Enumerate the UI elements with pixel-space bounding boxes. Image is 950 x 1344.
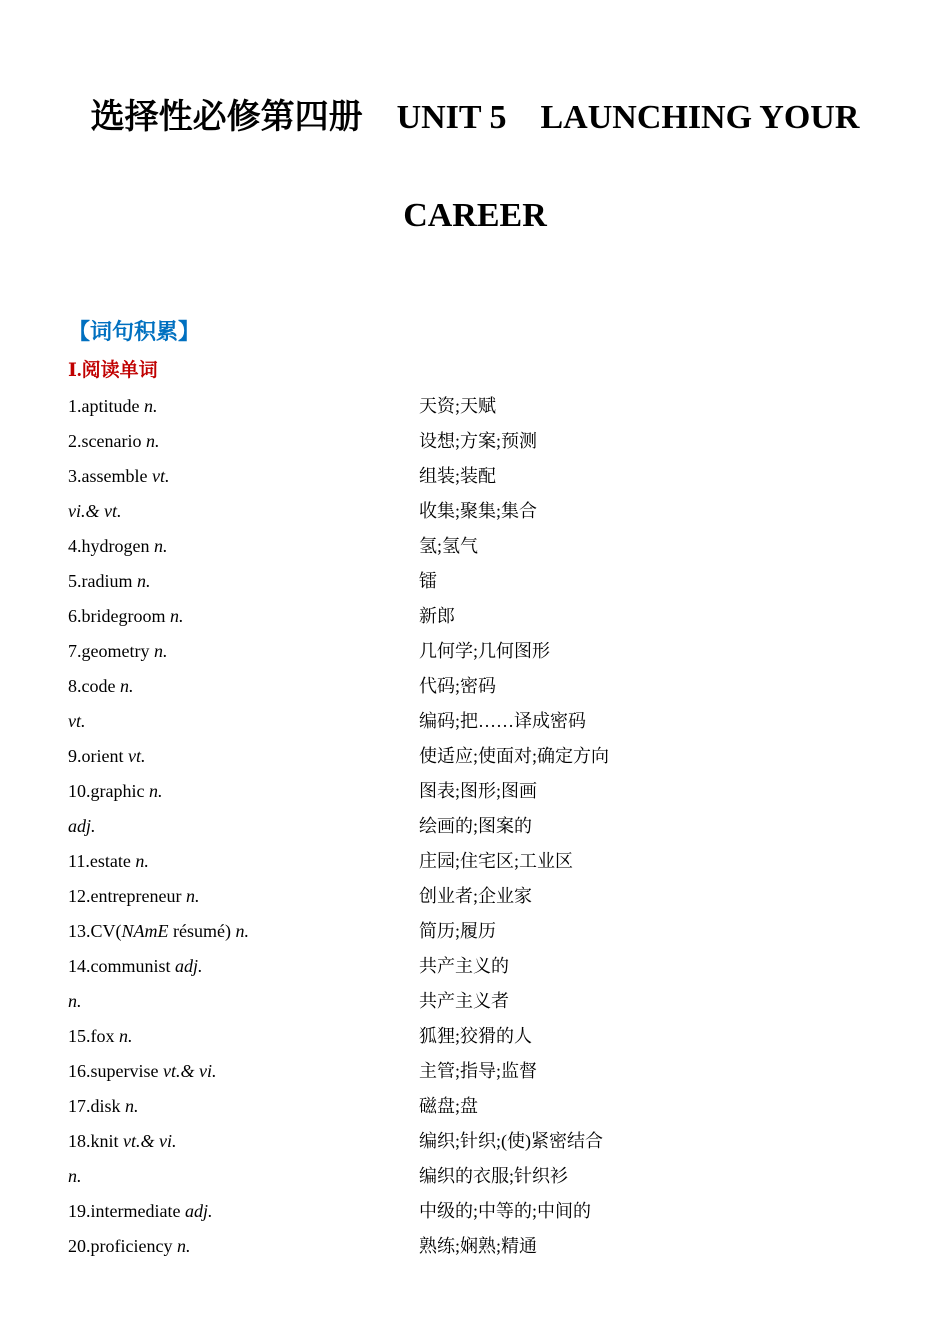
- vocab-part-of-speech: adj.: [175, 956, 203, 976]
- vocab-number: 16.: [68, 1061, 91, 1081]
- vocab-word: bridegroom: [81, 606, 170, 626]
- vocab-number: 7.: [68, 641, 82, 661]
- vocab-number: 5.: [68, 571, 82, 591]
- vocab-meaning: 几何学;几何图形: [419, 641, 551, 661]
- vocab-meaning: 庄园;住宅区;工业区: [419, 851, 574, 871]
- vocab-word: geometry: [81, 641, 154, 661]
- vocab-row: [68, 459, 888, 494]
- vocab-row: [68, 844, 888, 879]
- vocab-word: proficiency: [90, 1236, 177, 1256]
- vocab-meaning: 简历;履历: [419, 921, 497, 941]
- vocab-word: supervise: [90, 1061, 163, 1081]
- vocab-term: [68, 1229, 190, 1264]
- vocab-row: [68, 949, 888, 984]
- vocab-meaning: 磁盘;盘: [419, 1096, 479, 1116]
- vocab-variant-label: NAmE: [121, 921, 169, 941]
- vocab-part-of-speech: n.: [148, 781, 163, 801]
- vocab-row: [68, 739, 888, 774]
- vocab-meaning: 镭: [419, 571, 437, 591]
- vocab-part-of-speech: n.: [176, 1236, 191, 1256]
- vocab-row: [68, 879, 888, 914]
- vocab-part-of-speech: n.: [125, 1096, 139, 1116]
- vocab-part-of-speech: vi.& vt.: [68, 501, 122, 521]
- vocab-meaning: 图表;图形;图画: [419, 781, 538, 801]
- vocab-word: graphic: [90, 781, 149, 801]
- vocab-row: [68, 494, 888, 529]
- vocab-row: [68, 984, 888, 1019]
- vocab-number: 20.: [68, 1236, 91, 1256]
- page-title-line-2: CAREER: [403, 197, 547, 234]
- vocab-row: [68, 704, 888, 739]
- vocab-row: [68, 1159, 888, 1194]
- vocab-term: [68, 529, 167, 564]
- vocab-word: hydrogen: [81, 536, 154, 556]
- vocab-term: [68, 459, 169, 494]
- vocab-term: [68, 879, 199, 914]
- vocab-part-of-speech: adj.: [68, 816, 96, 836]
- vocab-word: code: [81, 676, 120, 696]
- vocab-term: [68, 1089, 139, 1124]
- vocab-term: [68, 739, 146, 774]
- vocab-row: [68, 1194, 888, 1229]
- vocab-term: [68, 634, 167, 669]
- vocab-word: assemble: [81, 466, 152, 486]
- vocab-term: [68, 774, 162, 809]
- vocab-term: [68, 494, 121, 529]
- vocab-term: [68, 599, 183, 634]
- vocab-row: [68, 809, 888, 844]
- vocab-meaning: 熟练;娴熟;精通: [419, 1236, 538, 1256]
- vocab-word: knit: [90, 1131, 124, 1151]
- vocab-meaning: 天资;天赋: [419, 396, 497, 416]
- vocab-row: [68, 529, 888, 564]
- vocab-term: [68, 424, 159, 459]
- vocab-meaning: 共产主义者: [419, 991, 509, 1011]
- vocab-term: [68, 564, 151, 599]
- vocab-meaning: 组装;装配: [419, 466, 497, 486]
- vocab-part-of-speech: n.: [135, 851, 149, 871]
- vocab-part-of-speech: n.: [145, 431, 160, 451]
- vocab-meaning: 代码;密码: [419, 676, 497, 696]
- vocab-term: [68, 389, 157, 424]
- vocab-term: [68, 1054, 216, 1089]
- vocab-number: 4.: [68, 536, 82, 556]
- vocab-variant-word: résumé): [168, 921, 236, 941]
- vocab-part-of-speech: vt.& vi.: [123, 1131, 177, 1151]
- vocab-number: 3.: [68, 466, 82, 486]
- vocab-term: [68, 1159, 82, 1194]
- vocab-row: [68, 564, 888, 599]
- vocab-part-of-speech: n.: [137, 571, 151, 591]
- vocab-word: disk: [90, 1096, 126, 1116]
- vocab-term: [68, 809, 96, 844]
- vocab-meaning: 设想;方案;预测: [419, 431, 538, 451]
- vocab-term: [68, 844, 149, 879]
- vocab-meaning: 中级的;中等的;中间的: [419, 1201, 592, 1221]
- vocab-part-of-speech: n.: [153, 641, 168, 661]
- vocab-part-of-speech: n.: [119, 676, 134, 696]
- vocab-number: 12.: [68, 886, 91, 906]
- vocab-term: [68, 704, 86, 739]
- vocab-row: [68, 634, 888, 669]
- vocab-term: [68, 914, 249, 949]
- vocab-part-of-speech: n.: [153, 536, 168, 556]
- vocab-meaning: 主管;指导;监督: [419, 1061, 538, 1081]
- vocab-meaning: 使适应;使面对;确定方向: [419, 746, 610, 766]
- subsection-heading-reading-words: Ⅰ.阅读单词: [68, 360, 158, 381]
- vocab-number: 9.: [68, 746, 82, 766]
- vocab-row: [68, 389, 888, 424]
- vocab-number: 14.: [68, 956, 91, 976]
- vocab-word: scenario: [81, 431, 146, 451]
- vocab-meaning: 狐狸;狡猾的人: [419, 1026, 533, 1046]
- vocab-part-of-speech: vt.& vi.: [162, 1061, 217, 1081]
- vocab-part-of-speech: n.: [68, 991, 82, 1011]
- vocab-part-of-speech: vt.: [151, 466, 170, 486]
- vocab-part-of-speech: n.: [68, 1166, 82, 1186]
- vocab-meaning: 氢;氢气: [419, 536, 479, 556]
- vocab-part-of-speech: n.: [119, 1026, 133, 1046]
- vocab-term: [68, 984, 82, 1019]
- vocab-word: fox: [90, 1026, 119, 1046]
- vocab-word: radium: [81, 571, 137, 591]
- vocab-word: communist: [90, 956, 175, 976]
- vocab-part-of-speech: n.: [235, 921, 249, 941]
- vocab-part-of-speech: n.: [169, 606, 184, 626]
- vocab-row: [68, 1229, 888, 1264]
- vocab-word: intermediate: [90, 1201, 185, 1221]
- vocab-term: [68, 1124, 177, 1159]
- vocab-word: estate: [89, 851, 136, 871]
- vocab-meaning: 编织;针织;(使)紧密结合: [419, 1131, 603, 1151]
- vocab-part-of-speech: n.: [143, 396, 158, 416]
- vocab-number: 10.: [68, 781, 91, 801]
- vocab-row: [68, 669, 888, 704]
- vocab-word: CV(: [90, 921, 122, 941]
- vocab-row: [68, 1124, 888, 1159]
- vocab-row: [68, 1054, 888, 1089]
- vocab-part-of-speech: vt.: [68, 711, 86, 731]
- vocab-number: 6.: [68, 606, 82, 626]
- vocab-row: [68, 774, 888, 809]
- section-heading-vocabulary: 【词句积累】: [68, 319, 201, 344]
- vocab-number: 17.: [68, 1096, 91, 1116]
- vocab-row: [68, 424, 888, 459]
- vocab-part-of-speech: n.: [185, 886, 200, 906]
- vocab-number: 1.: [68, 396, 82, 416]
- vocab-term: [68, 669, 133, 704]
- vocab-number: 13.: [68, 921, 91, 941]
- vocab-number: 15.: [68, 1026, 91, 1046]
- vocab-meaning: 收集;聚集;集合: [419, 501, 538, 521]
- vocab-part-of-speech: adj.: [184, 1201, 213, 1221]
- vocab-term: [68, 949, 203, 984]
- vocab-number: 11.: [68, 851, 90, 871]
- vocab-number: 2.: [68, 431, 82, 451]
- vocab-meaning: 绘画的;图案的: [419, 816, 533, 836]
- vocab-term: [68, 1194, 212, 1229]
- vocab-number: 18.: [68, 1131, 91, 1151]
- vocab-row: [68, 1019, 888, 1054]
- vocab-row: [68, 599, 888, 634]
- vocab-term: [68, 1019, 133, 1054]
- page-title-line-1: 选择性必修第四册 UNIT 5 LAUNCHING YOUR: [90, 99, 860, 136]
- vocab-number: 19.: [68, 1201, 91, 1221]
- vocab-word: aptitude: [81, 396, 144, 416]
- vocab-row: [68, 914, 888, 949]
- vocab-meaning: 编织的衣服;针织衫: [419, 1166, 569, 1186]
- vocab-row: [68, 1089, 888, 1124]
- vocab-word: orient: [81, 746, 128, 766]
- vocab-number: 8.: [68, 676, 82, 696]
- vocab-meaning: 编码;把……译成密码: [419, 711, 587, 731]
- vocabulary-list: [68, 389, 888, 1264]
- vocab-meaning: 新郎: [419, 606, 455, 626]
- vocab-part-of-speech: vt.: [128, 746, 146, 766]
- vocab-meaning: 创业者;企业家: [419, 886, 533, 906]
- vocab-word: entrepreneur: [90, 886, 186, 906]
- vocab-meaning: 共产主义的: [419, 956, 509, 976]
